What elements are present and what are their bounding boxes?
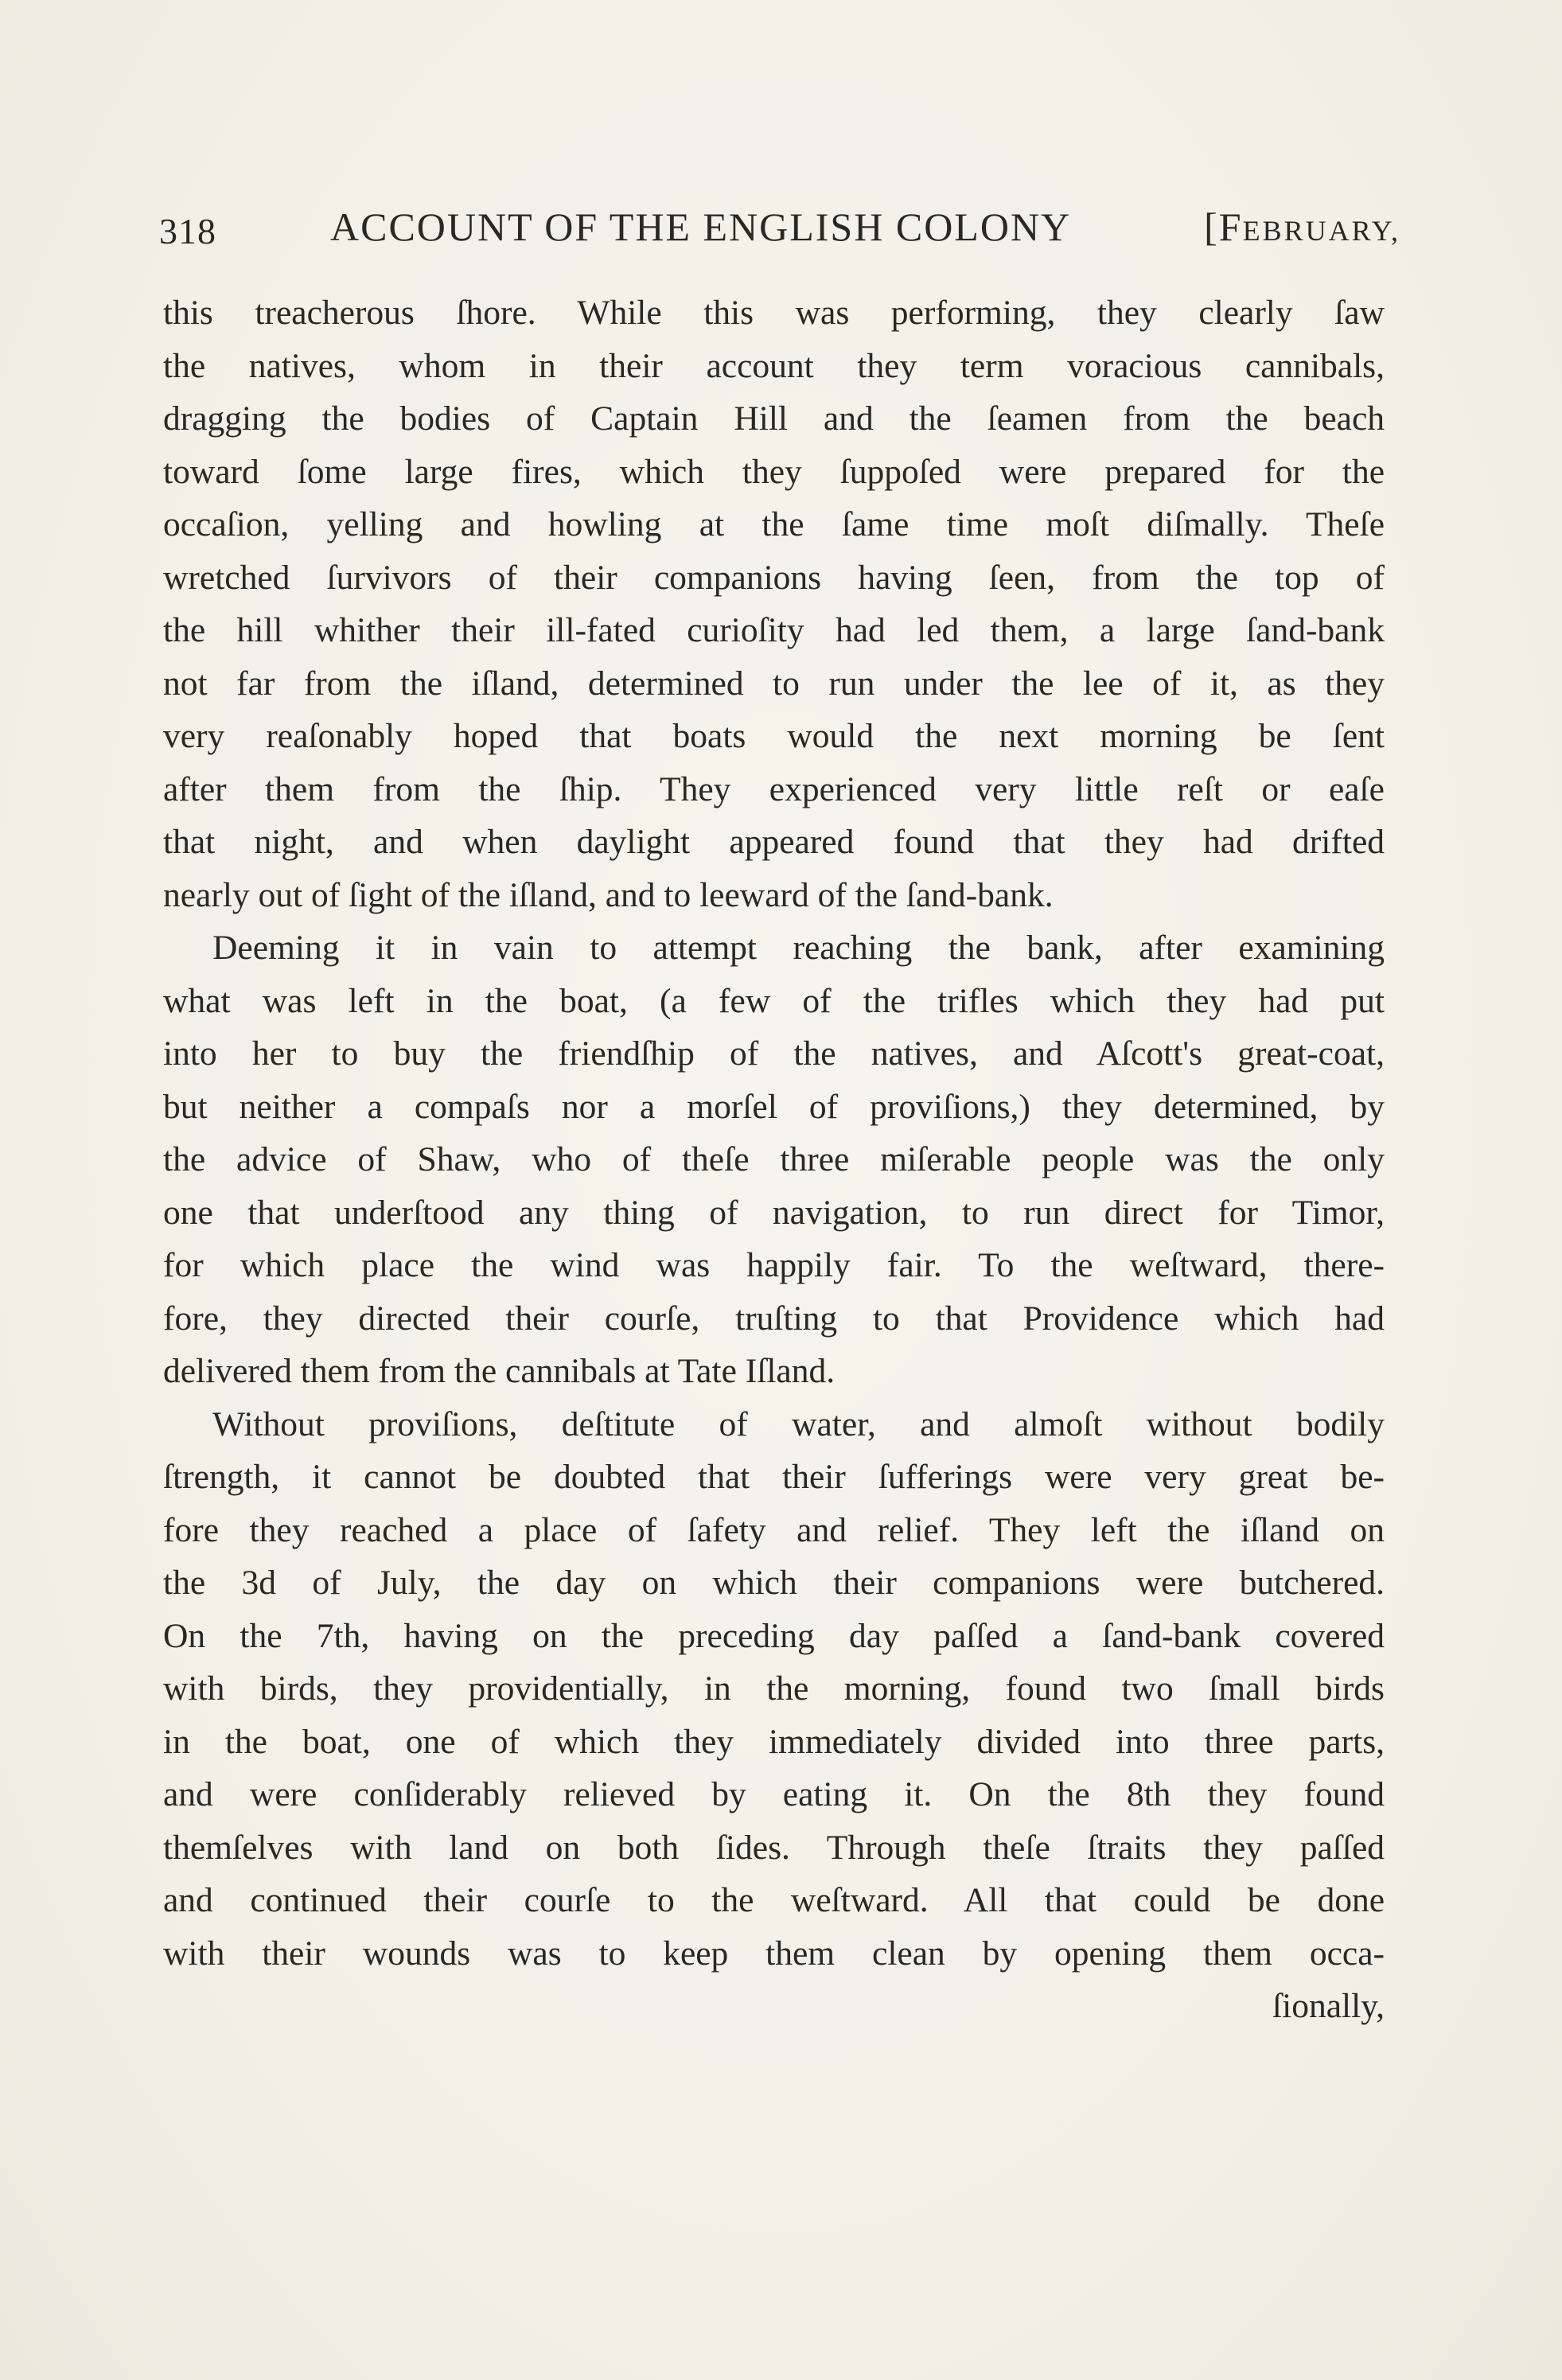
text-line: but neither a compaſs nor a morſel of proviſions,) they determined, by bbox=[163, 1087, 1385, 1126]
text-line: wretched ſurvivors of their companions having ſeen, from the top of bbox=[163, 558, 1385, 597]
text-line: for which place the wind was happily fair. To the weſtward, there- bbox=[163, 1246, 1385, 1284]
text-line: one that underſtood any thing of navigation, to run direct for Timor, bbox=[163, 1193, 1385, 1232]
body-text bbox=[163, 286, 1385, 2033]
text-line: very reaſonably hoped that boats would the next morning be ſent bbox=[163, 717, 1385, 755]
text-line: the natives, whom in their account they term voracious cannibals, bbox=[163, 346, 1385, 385]
text-line: and were conſiderably relieved by eating it. On the 8th they found bbox=[163, 1775, 1385, 1813]
text-line: and continued their courſe to the weſtward. All that could be done bbox=[163, 1881, 1385, 1919]
text-line: what was left in the boat, (a few of the trifles which they had put bbox=[163, 981, 1385, 1020]
text-line: into her to buy the friendſhip of the natives, and Aſcott's great-coat, bbox=[163, 1034, 1385, 1073]
text-line: fore, they directed their courſe, truſting to that Providence which had bbox=[163, 1299, 1385, 1338]
text-line: the advice of Shaw, who of theſe three miſerable people was the only bbox=[163, 1140, 1385, 1178]
text-line: not far from the iſland, determined to run under the lee of it, as they bbox=[163, 664, 1385, 703]
running-month bbox=[1204, 204, 1400, 250]
catchword-line: ſionally, bbox=[1272, 1987, 1385, 2025]
text-line: after them from the ſhip. They experienced very little reſt or eaſe bbox=[163, 769, 1385, 808]
paragraph-first-line: Without proviſions, deſtitute of water, and almoſt without bodily bbox=[212, 1404, 1385, 1443]
text-line: occaſion, yelling and howling at the ſame time moſt diſmally. Theſe bbox=[163, 505, 1385, 543]
page-header bbox=[159, 194, 1400, 258]
running-month-open: [F bbox=[1204, 205, 1243, 249]
text-line: this treacherous ſhore. While this was performing, they clearly ſaw bbox=[163, 294, 1385, 332]
text-line: with birds, they providentially, in the morning, found two ſmall birds bbox=[163, 1669, 1385, 1708]
text-line: fore they reached a place of ſafety and relief. They left the iſland on bbox=[163, 1510, 1385, 1549]
text-line: ſtrength, it cannot be doubted that their ſufferings were very great be- bbox=[163, 1458, 1385, 1496]
text-line: dragging the bodies of Captain Hill and the ſeamen from the beach bbox=[163, 399, 1385, 438]
text-line: themſelves with land on both ſides. Through theſe ſtraits they paſſed bbox=[163, 1828, 1385, 1867]
text-line: toward ſome large fires, which they ſuppoſed were prepared for the bbox=[163, 452, 1385, 491]
text-line: the 3d of July, the day on which their companions were butchered. bbox=[163, 1564, 1385, 1602]
text-line: in the boat, one of which they immediately divided into three parts, bbox=[163, 1722, 1385, 1761]
text-line: delivered them from the cannibals at Tate Iſland. bbox=[163, 1352, 836, 1390]
running-month-rest: EBRUARY, bbox=[1242, 215, 1400, 247]
text-line: the hill whither their ill-fated curioſity had led them, a large ſand-bank bbox=[163, 611, 1385, 649]
running-head: ACCOUNT OF THE ENGLISH COLONY bbox=[330, 205, 1072, 249]
text-line: that night, and when daylight appeared found that they had drifted bbox=[163, 823, 1385, 861]
text-line: nearly out of ſight of the iſland, and to leeward of the ſand-bank. bbox=[163, 875, 1054, 914]
text-line: with their wounds was to keep them clean by opening them occa- bbox=[163, 1934, 1385, 1973]
text-line: On the 7th, having on the preceding day paſſed a ſand-bank covered bbox=[163, 1616, 1385, 1655]
page-number: 318 bbox=[159, 211, 216, 251]
paragraph-first-line: Deeming it in vain to attempt reaching the bank, after examining bbox=[212, 929, 1385, 967]
